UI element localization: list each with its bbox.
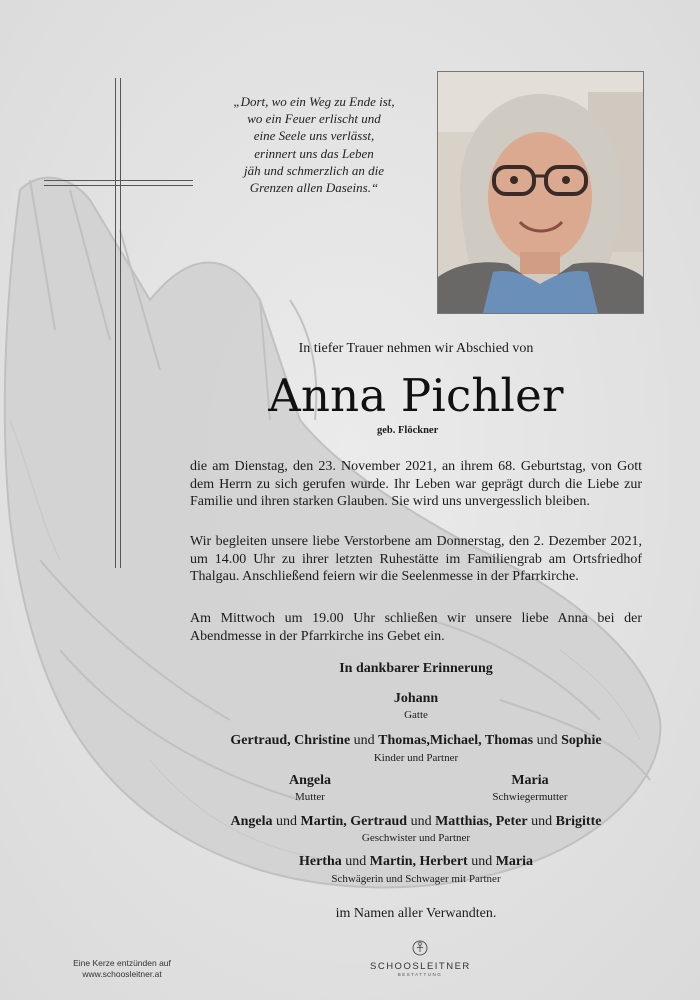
mourner-role: Mutter	[295, 791, 325, 803]
mourner-name: Angela	[230, 814, 273, 829]
paragraph-funeral: Wir begleiten unsere liebe Verstorbene am Donnerstag, den 2. Dezember 2021, um 14.00 Uhr zu ihrer letzten Ruhestätte im Familiengrab am Ortsfriedhof Thalgau. Anschließend feiern wir die Seelenmesse in der Pfarrkirche.	[190, 534, 642, 585]
mourner-role: Schwiegermutter	[492, 791, 568, 803]
quote-line: eine Seele uns verlässt,	[253, 128, 375, 144]
conjunction: und	[272, 814, 301, 829]
candle-notice-text: Eine Kerze entzünden auf	[73, 958, 171, 968]
mourner-role: Gatte	[404, 709, 428, 721]
mourner-name: Thomas,Michael, Thomas	[378, 733, 534, 748]
conjunction: und	[527, 814, 556, 829]
mourners-heading: In dankbarer Erinnerung	[339, 661, 493, 676]
mourner-role: Geschwister und Partner	[361, 832, 471, 844]
conjunction: und	[407, 814, 436, 829]
mourner-maria	[440, 773, 620, 789]
cross-horizontal	[44, 180, 193, 186]
mourner-name: Gertraud, Christine	[230, 733, 351, 748]
intro-text: In tiefer Trauer nehmen wir Abschied von	[298, 341, 534, 356]
deceased-name: Anna Pichler	[268, 369, 564, 422]
quote	[198, 93, 430, 196]
mourner-role: Kinder und Partner	[373, 752, 459, 764]
quote-line: „Dort, wo ein Weg zu Ende ist,	[233, 94, 395, 109]
mourners-siblings	[190, 814, 642, 830]
paragraph-mass: Am Mittwoch um 19.00 Uhr schließen wir unsere liebe Anna bei der Abendmesse in der Pfarrkirche ins Gebet ein.	[190, 611, 642, 644]
mourner-johann	[190, 691, 642, 707]
conjunction: und	[350, 733, 379, 748]
logo-subtitle: BESTATTUNG	[397, 972, 443, 977]
quote-line: wo ein Feuer erlischt und	[247, 111, 381, 127]
mourner-role: Schwägerin und Schwager mit Partner	[331, 873, 501, 885]
mourner-name: Maria	[511, 773, 549, 788]
logo-name: SCHOOSLEITNER	[370, 961, 471, 972]
mourner-name: Maria	[495, 854, 534, 869]
funeral-home-logo	[370, 940, 470, 977]
mourners-inlaws	[190, 854, 642, 870]
conjunction: und	[533, 733, 562, 748]
logo-icon	[412, 940, 428, 956]
quote-line: Grenzen allen Daseins.“	[249, 180, 379, 196]
candle-notice	[42, 958, 202, 980]
paragraph-death-notice: die am Dienstag, den 23. November 2021, an ihrem 68. Geburtstag, von Gott dem Herrn zu sich gerufen wurde. Ihr Leben war geprägt durch die Liebe zur Familie und ihren starken Glauben. Sie wird uns unvergesslich bleiben.	[190, 459, 642, 510]
mourner-angela	[220, 773, 400, 789]
portrait-photo	[437, 71, 644, 314]
mourner-name: Hertha	[298, 854, 342, 869]
conjunction: und	[341, 854, 370, 869]
mourner-name: Matthias, Peter	[435, 814, 528, 829]
mourner-name: Johann	[393, 691, 439, 706]
mourners-children	[190, 733, 642, 749]
cross-vertical	[115, 78, 121, 568]
mourner-name: Brigitte	[555, 814, 602, 829]
mourner-name: Martin, Herbert	[369, 854, 468, 869]
mourner-name: Angela	[289, 773, 331, 788]
website-link[interactable]: www.schoosleitner.at	[82, 969, 162, 979]
conjunction: und	[467, 854, 496, 869]
closing-text: im Namen aller Verwandten.	[335, 906, 497, 921]
mourner-name: Martin, Gertraud	[300, 814, 408, 829]
quote-line: erinnert uns das Leben	[254, 145, 374, 161]
maiden-name: geb. Flöckner	[377, 425, 439, 436]
quote-line: jäh und schmerzlich an die	[243, 162, 385, 178]
mourner-name: Sophie	[561, 733, 602, 748]
